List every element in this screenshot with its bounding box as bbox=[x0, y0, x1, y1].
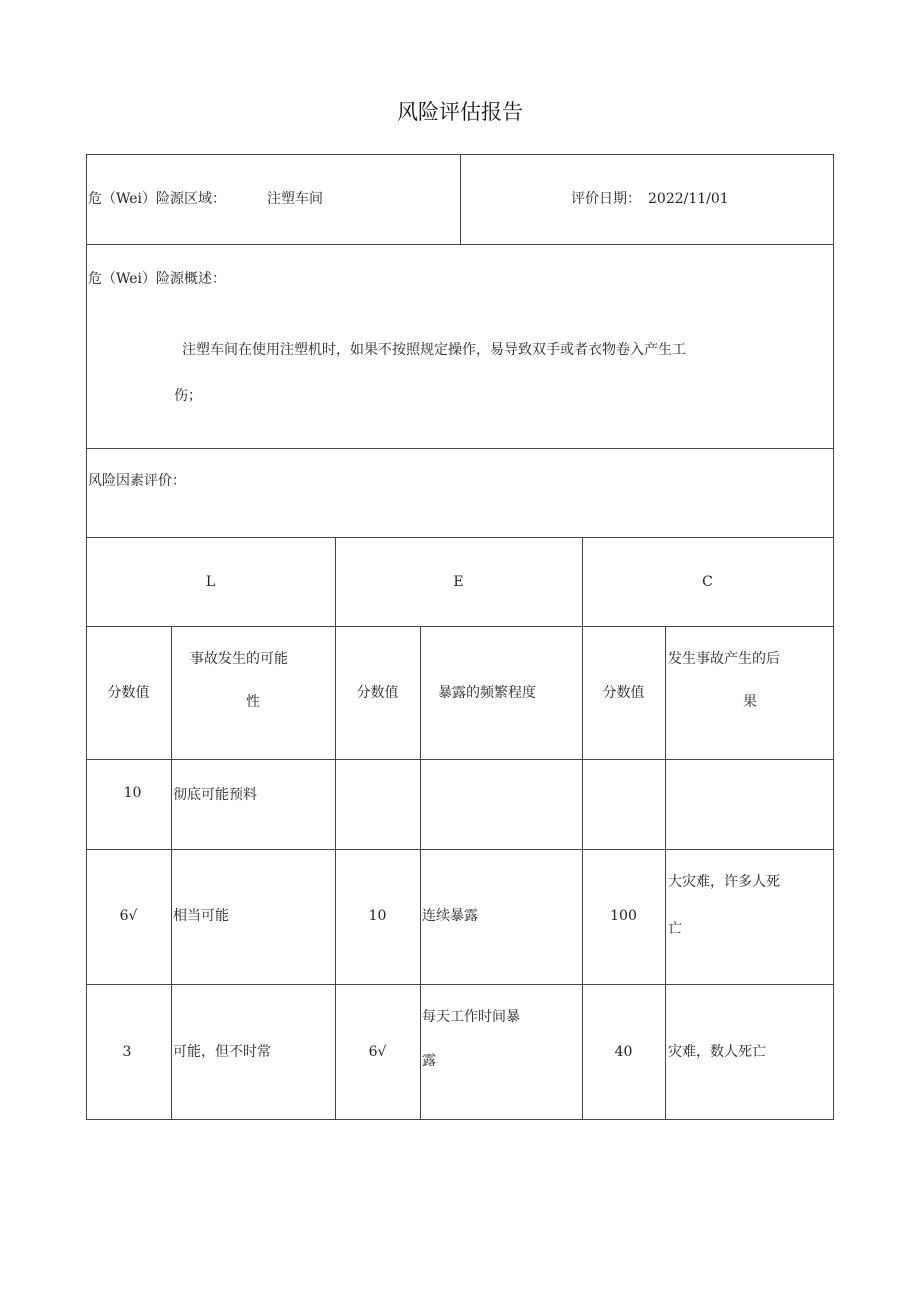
table-row-2-e-desc: 连续暴露 bbox=[422, 908, 478, 924]
col-divider bbox=[460, 154, 461, 244]
table-row-2-c-desc: 大灾难，许多人死 bbox=[668, 874, 780, 890]
group-header-l: L bbox=[205, 574, 216, 590]
table-row-3-l-desc: 可能，但不时常 bbox=[173, 1044, 271, 1060]
row-divider bbox=[86, 849, 834, 850]
table-row-3-c-desc: 灾难，数人死亡 bbox=[668, 1044, 766, 1060]
row-divider bbox=[86, 244, 834, 245]
hazard-area-value: 注塑车间 bbox=[267, 191, 323, 207]
group-header-c: C bbox=[702, 574, 713, 590]
table-row-1-l-desc: 彻底可能预料 bbox=[173, 787, 257, 803]
evaluation-date-value: 2022/11/01 bbox=[648, 191, 729, 207]
e-score-header: 分数值 bbox=[356, 685, 399, 701]
table-row-3-c-score: 40 bbox=[614, 1044, 633, 1060]
table-row-3-e-score: 6√ bbox=[368, 1044, 387, 1060]
hazard-overview-text: 注塑车间在使用注塑机时，如果不按照规定操作，易导致双手或者衣物卷入产生工 bbox=[182, 342, 686, 358]
row-divider bbox=[86, 448, 834, 449]
c-score-header: 分数值 bbox=[602, 685, 645, 701]
col-divider bbox=[171, 626, 172, 1119]
table-border-bottom bbox=[86, 1119, 834, 1120]
l-desc-header: 事故发生的可能 bbox=[190, 651, 288, 667]
row-divider bbox=[86, 984, 834, 985]
col-divider bbox=[582, 537, 583, 1119]
table-row-2-l-score: 6√ bbox=[119, 908, 138, 924]
table-row-1-l-score: 10 bbox=[123, 785, 142, 801]
table-row-3-e-desc: 每天工作时间暴 bbox=[422, 1009, 520, 1025]
hazard-overview-label: 危（Wei）险源概述： bbox=[88, 271, 227, 287]
group-header-e: E bbox=[453, 574, 464, 590]
evaluation-date-label: 评价日期： bbox=[571, 191, 641, 207]
table-border-right bbox=[833, 154, 834, 1120]
table-row-3-l-score: 3 bbox=[122, 1044, 132, 1060]
row-divider bbox=[86, 537, 834, 538]
c-desc-header-cont: 果 bbox=[743, 694, 757, 710]
table-row-2-e-score: 10 bbox=[368, 908, 387, 924]
c-desc-header: 发生事故产生的后 bbox=[668, 651, 780, 667]
hazard-area-label: 危（Wei）险源区域： bbox=[88, 191, 227, 207]
row-divider bbox=[86, 759, 834, 760]
e-desc-header: 暴露的频繁程度 bbox=[438, 685, 536, 701]
risk-evaluation-label: 风险因素评价： bbox=[88, 473, 186, 489]
l-desc-header-cont: 性 bbox=[246, 694, 260, 710]
page-title: 风险评估报告 bbox=[397, 100, 523, 124]
l-score-header: 分数值 bbox=[107, 685, 150, 701]
row-divider bbox=[86, 626, 834, 627]
table-row-3-e-desc-cont: 露 bbox=[422, 1053, 436, 1069]
table-row-2-l-desc: 相当可能 bbox=[173, 908, 229, 924]
col-divider bbox=[665, 626, 666, 1119]
table-row-2-c-score: 100 bbox=[610, 908, 637, 924]
table-row-2-c-desc-cont: 亡 bbox=[668, 921, 682, 937]
col-divider bbox=[420, 626, 421, 1119]
table-border-left bbox=[86, 154, 87, 1120]
col-divider bbox=[335, 537, 336, 1119]
hazard-overview-text-cont: 伤； bbox=[174, 388, 202, 404]
